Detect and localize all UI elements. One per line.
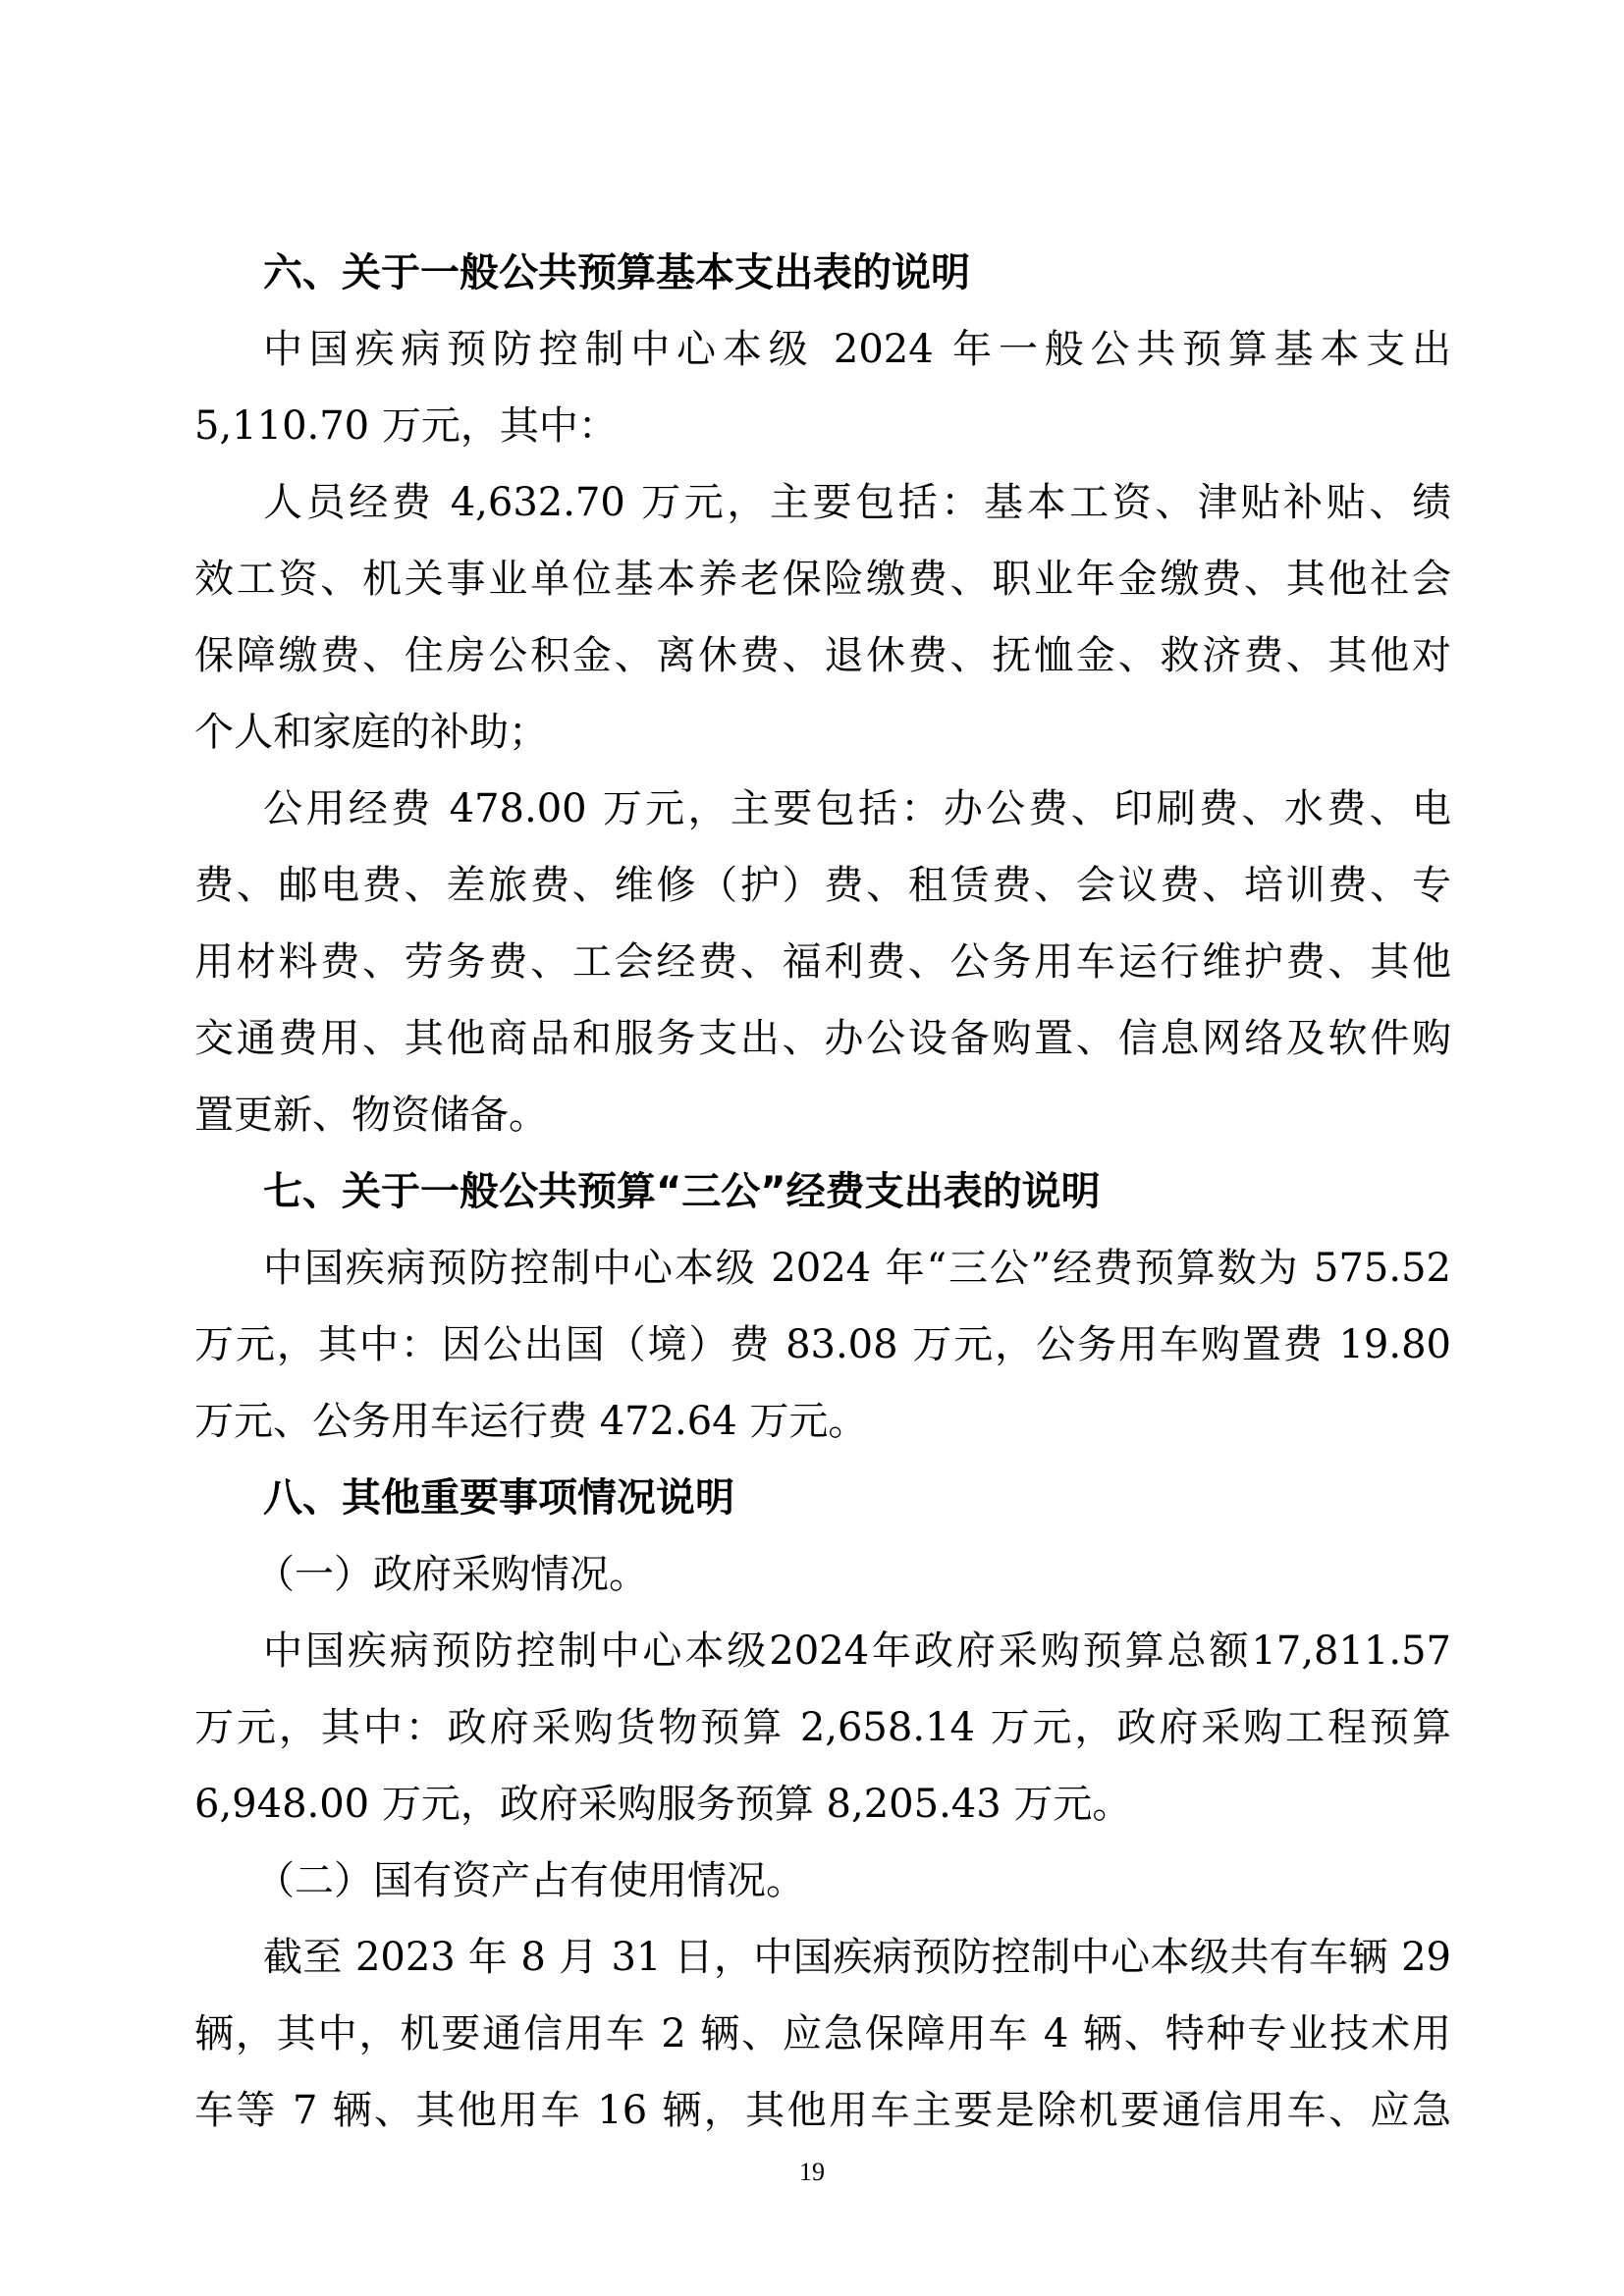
section-8-sub1-title: （一）政府采购情况。 [255,1552,648,1597]
section-6-p3-line-3: 用材料费、劳务费、工会经费、福利费、公务用车运行维护费、其他 [194,939,1451,985]
section-8-sub2-line-1: 截至 2023 年 8 月 31 日，中国疾病预防控制中心本级共有车辆 29 [263,1935,1451,1980]
section-8-sub2-title: （二）国有资产占有使用情况。 [255,1858,805,1903]
section-6-p2-line-2: 效工资、机关事业单位基本养老保险缴费、职业年金缴费、其他社会 [194,557,1451,602]
section-6-p3-line-1: 公用经费 478.00 万元，主要包括：办公费、印刷费、水费、电 [263,786,1451,831]
section-8-sub1-line-2: 万元，其中：政府采购货物预算 2,658.14 万元，政府采购工程预算 [194,1705,1451,1750]
section-6-p1-line-2: 5,110.70 万元，其中： [194,403,618,449]
section-7-heading: 七、关于一般公共预算“三公”经费支出表的说明 [263,1169,1101,1214]
section-6-p2-line-1: 人员经费 4,632.70 万元，主要包括：基本工资、津贴补贴、绩 [263,480,1451,525]
section-6-p1-line-1: 中国疾病预防控制中心本级 2024 年一般公共预算基本支出 [263,327,1451,372]
section-6-heading: 六、关于一般公共预算基本支出表的说明 [263,250,970,295]
section-8-sub1-line-3: 6,948.00 万元，政府采购服务预算 8,205.43 万元。 [194,1782,1132,1827]
section-7-p1-line-1: 中国疾病预防控制中心本级 2024 年“三公”经费预算数为 575.52 [263,1246,1451,1291]
section-7-p1-line-2: 万元，其中：因公出国（境）费 83.08 万元，公务用车购置费 19.80 [194,1322,1451,1367]
section-6-p3-line-2: 费、邮电费、差旅费、维修（护）费、租赁费、会议费、培训费、专 [194,863,1451,908]
section-7-p1-line-3: 万元、公务用车运行费 472.64 万元。 [194,1399,868,1444]
section-6-p3-line-4: 交通费用、其他商品和服务支出、办公设备购置、信息网络及软件购 [194,1016,1451,1061]
section-8-sub2-line-3: 车等 7 辆、其他用车 16 辆，其他用车主要是除机要通信用车、应急 [194,2088,1451,2133]
section-6-p2-line-3: 保障缴费、住房公积金、离休费、退休费、抚恤金、救济费、其他对 [194,633,1451,678]
section-8-sub1-line-1: 中国疾病预防控制中心本级2024年政府采购预算总额17,811.57 [263,1629,1451,1674]
section-8-sub2-line-2: 辆，其中，机要通信用车 2 辆、应急保障用车 4 辆、特种专业技术用 [194,2011,1451,2056]
section-6-p3-line-5: 置更新、物资储备。 [194,1093,548,1138]
page-number: 19 [799,2158,825,2186]
section-6-p2-line-4: 个人和家庭的补助； [194,710,548,755]
section-8-heading: 八、其他重要事项情况说明 [263,1475,734,1521]
